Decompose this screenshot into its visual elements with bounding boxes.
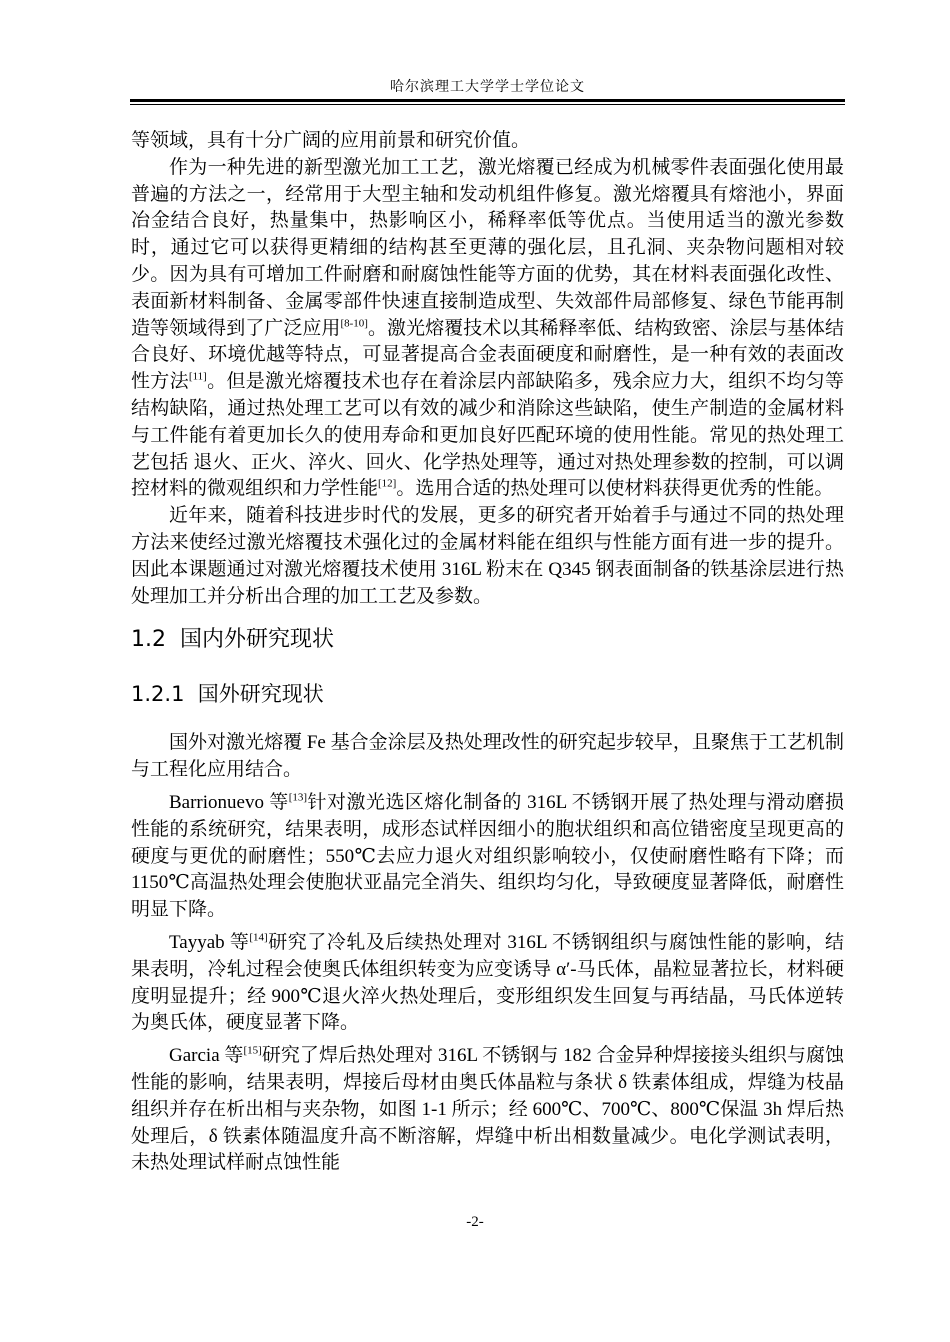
citation-ref: [8-10] bbox=[340, 317, 368, 330]
citation-ref: [13] bbox=[288, 791, 308, 804]
header-rule-thin bbox=[130, 104, 845, 105]
paragraph-garcia bbox=[131, 1043, 844, 1177]
section-number: 1.2 bbox=[131, 627, 166, 653]
paragraph-tayyab bbox=[131, 930, 844, 1037]
paragraph-laser-cladding bbox=[131, 155, 844, 503]
subsection-heading-1-2-1 bbox=[131, 678, 844, 710]
body-text bbox=[131, 128, 844, 1177]
text-run: 针对激光选区熔化制备的 316L 不锈钢开展了热处理与滑动磨损性能的系统研究，结果表明，成形态试样因细小的胞状组织和高位错密度呈现更高的硬度与更优的耐磨性；550℃去应力退火对组织影响较小，仅使耐磨性略有下降；而 1150℃高温热处理会使胞状亚晶完全消失、组织均匀化，导致硬度显著降低，耐磨性明显下降。 bbox=[131, 791, 844, 921]
citation-ref: [14] bbox=[249, 931, 268, 944]
text-run: Garcia 等 bbox=[169, 1045, 244, 1067]
subsection-number: 1.2.1 bbox=[131, 682, 185, 707]
text-run: 研究了冷轧及后续热处理对 316L 不锈钢组织与腐蚀性能的影响，结果表明，冷轧过程会使奥氏体组织转变为应变诱导 α′-马氏体，晶粒显著拉长，材料硬度明显提升；经 900℃退火淬火热处理后，变形组织发生回复与再结晶，马氏体逆转为奥氏体，硬度显著下降。 bbox=[131, 931, 844, 1034]
section-heading-1-2 bbox=[131, 624, 844, 656]
paragraph-barrionuevo bbox=[131, 790, 844, 924]
text-run: 。但是激光熔覆技术也存在着涂层内部缺陷多，残余应力大，组织不均匀等结构缺陷，通过热处理工艺可以有效的减少和消除这些缺陷，使生产制造的金属材料与工件能有着更加长久的使用寿命和更加良好匹配环境的使用性能。常见的热处理工艺包括 退火、正火、淬火、回火、化学热处理等，通过对热处理参数的控制，可以调控材料的微观组织和力学性能 bbox=[131, 371, 844, 500]
paragraph-continuation: 等领域，具有十分广阔的应用前景和研究价值。 bbox=[131, 130, 531, 151]
text-run: 。激光熔覆技术以其稀释率低、结构致密、涂层与基体结合良好、环境优越等特点，可显著提高合金表面硬度和耐磨性，是一种有效的表面改性方法 bbox=[131, 317, 844, 393]
subsection-title: 国外研究现状 bbox=[197, 682, 324, 707]
text-run: 。选用合适的热处理可以使材料获得更优秀的性能。 bbox=[396, 478, 834, 500]
page-number: -2- bbox=[466, 1214, 484, 1230]
citation-ref: [12] bbox=[378, 478, 397, 491]
paragraph-research-motivation: 近年来，随着科技进步时代的发展，更多的研究者开始着手与通过不同的热处理方法来使经过激光熔覆技术强化过的金属材料能在组织与性能方面有进一步的提升。因此本课题通过对激光熔覆技术使用 316L 粉末在 Q345 钢表面制备的铁基涂层进行热处理加工并分析出合理的加工工艺及参数。 bbox=[131, 505, 844, 607]
text-run: Tayyab 等 bbox=[169, 931, 250, 953]
running-header: 哈尔滨理工大学学士学位论文 bbox=[390, 79, 585, 95]
header-rule-thick bbox=[130, 99, 845, 102]
citation-ref: [15] bbox=[243, 1044, 262, 1057]
section-title: 国内外研究现状 bbox=[180, 627, 335, 653]
text-run: 作为一种先进的新型激光加工工艺，激光熔覆已经成为机械零件表面强化使用最普遍的方法之一，经常用于大型主轴和发动机组件修复。激光熔覆具有熔池小，界面冶金结合良好，热量集中，热影响区小，稀释率低等优点。当使用适当的激光参数时，通过它可以获得更精细的结构甚至更薄的强化层，且孔洞、夹杂物问题相对较少。因为具有可增加工件耐磨和耐腐蚀性能等方面的优势，其在材料表面强化改性、表面新材料制备、金属零部件快速直接制造成型、失效部件局部修复、绿色节能再制造等领域得到了广泛应用 bbox=[131, 156, 844, 339]
text-run: Barrionuevo 等 bbox=[169, 791, 289, 813]
paragraph-foreign-intro: 国外对激光熔覆 Fe 基合金涂层及热处理改性的研究起步较早，且聚焦于工艺机制与工程化应用结合。 bbox=[131, 732, 844, 781]
text-run: 研究了焊后热处理对 316L 不锈钢与 182 合金异种焊接接头组织与腐蚀性能的影响，结果表明，焊接后母材由奥氏体晶粒与条状 δ 铁素体组成，焊缝为枝晶组织并存在析出相与夹杂物，如图 1-1 所示；经 600℃、700℃、800℃保温 3h 焊后热处理后，δ 铁素体随温度升高不断溶解，焊缝中析出相数量减少。电化学测试表明，未热处理试样耐点蚀性能 bbox=[131, 1045, 844, 1174]
citation-ref: [11] bbox=[188, 370, 207, 383]
